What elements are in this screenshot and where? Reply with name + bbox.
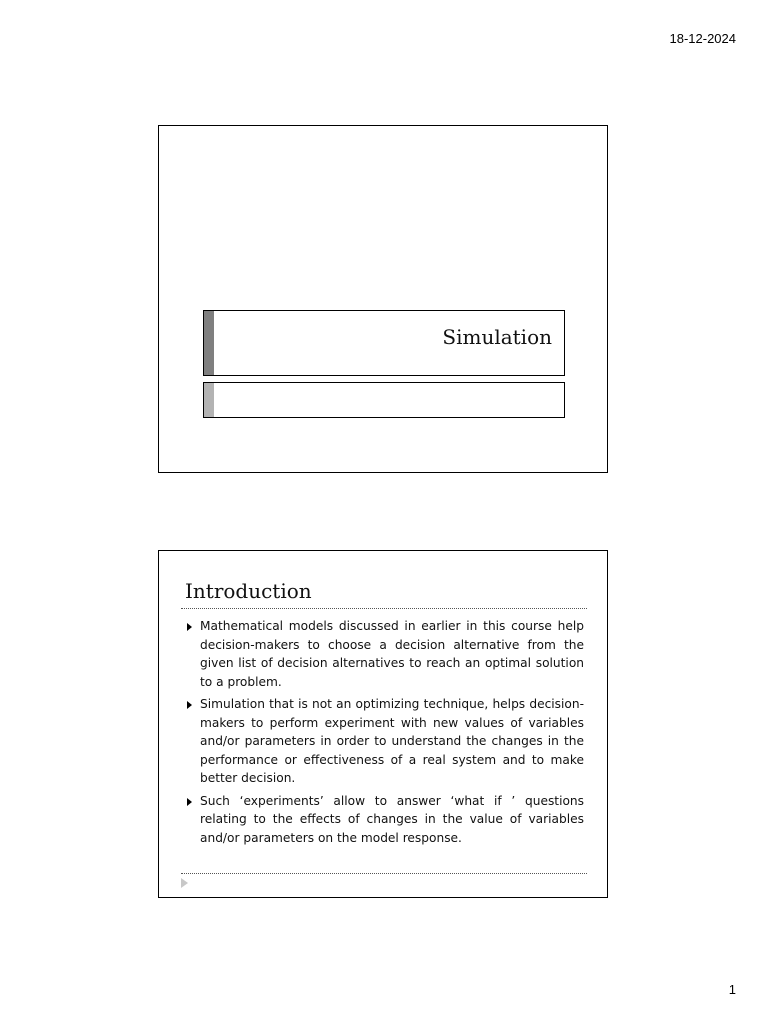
slide-heading: Introduction — [185, 579, 312, 603]
bullet-text: Such ‘experiments’ allow to answer ‘what if ’ questions relating to the effects of changes in the value of variables and/or parameters on the model response. — [200, 793, 584, 845]
subtitle-accent-bar — [204, 383, 214, 417]
bullet-arrow-icon — [187, 701, 192, 709]
bullet-text: Simulation that is not an optimizing technique, helps decision-makers to perform experiment with new values of variables and/or parameters in order to understand the changes in the performance or effectiveness of a real system and to make better decision. — [200, 697, 584, 785]
bullet-arrow-icon — [187, 623, 192, 631]
slide-introduction — [158, 550, 608, 898]
page-number: 1 — [728, 982, 736, 997]
bullet-arrow-icon — [187, 798, 192, 806]
subtitle-box — [203, 382, 565, 418]
slide-title-text: Simulation — [442, 325, 552, 349]
title-accent-bar — [204, 311, 214, 375]
slide-title — [158, 125, 608, 473]
title-box — [203, 310, 565, 376]
heading-divider — [181, 608, 587, 609]
list-item — [187, 792, 584, 848]
bullet-list — [187, 617, 584, 851]
page-date: 18-12-2024 — [669, 31, 736, 46]
footer-arrow-icon — [181, 878, 188, 888]
bullet-text: Mathematical models discussed in earlier in this course help decision-makers to choose a decision alternative from the given list of decision alternatives to reach an optimal solution to a problem. — [200, 619, 584, 689]
footer-divider — [181, 873, 587, 874]
list-item — [187, 695, 584, 788]
list-item — [187, 617, 584, 691]
